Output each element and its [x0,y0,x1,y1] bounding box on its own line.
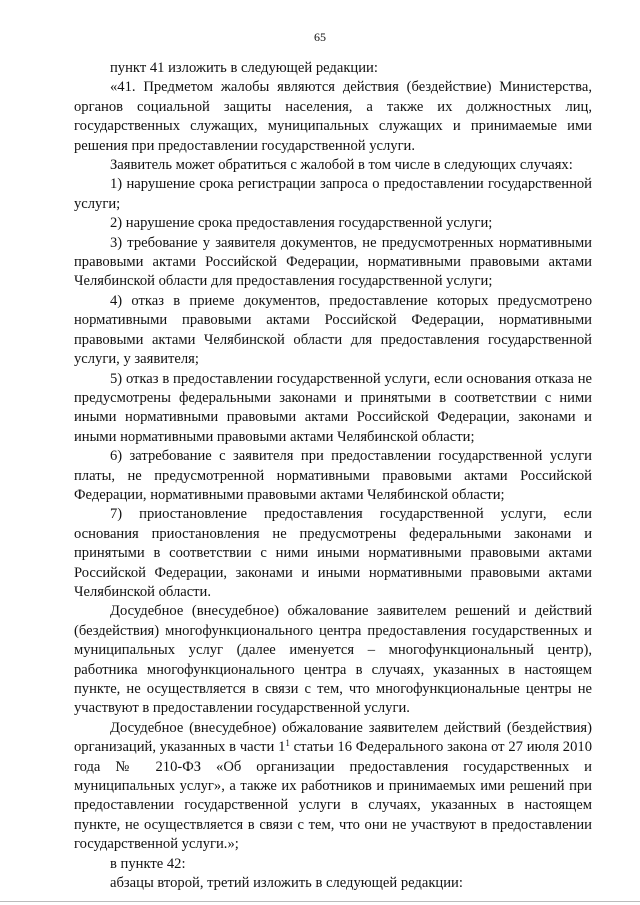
paragraph-41-subject: «41. Предметом жалобы являются действия (бездействие) Министерства, органов социальной защиты населения, а также их должностных лиц, государственных служащих, муниципальных служащих и принимаемые ими решения при предоставлении государственной услуги. [74,79,592,154]
part-superscript: 1 [285,738,290,749]
list-item-7: 7) приостановление предоставления государственной услуги, если основания приостановления не предусмотрены федеральными законами и принятыми в соответствии с ними иными нормативными правовыми актами Российской Федерации, законами и иными нормативными правовыми актами Челябинской области. [74,506,592,600]
paragraph-point-42: в пункте 42: [110,855,186,872]
paragraph-organizations-appeal [74,719,592,855]
list-item-1: 1) нарушение срока регистрации запроса о предоставлении государственной услуги; [74,176,592,212]
list-item-5: 5) отказ в предоставлении государственной услуги, если основания отказа не предусмотрены федеральными законами и принятыми в соответствии с ними иными нормативными правовыми актами Российской Федерации, законами и иными нормативными правовыми актами Челябинской области; [74,370,592,445]
paragraph-abzatsy: абзацы второй, третий изложить в следующей редакции: [110,875,463,892]
document-body [74,59,592,893]
paragraph-mfc-appeal: Досудебное (внесудебное) обжалование заявителем решений и действий (бездействия) многофункционального центра предоставления государственных и муниципальных услуг (далее именуется – многофункциональный центр), работника многофункционального центра в случаях, указанных в настоящем пункте, не осуществляется в связи с тем, что многофункциональные центры не участвуют в предоставлении государственной услуги. [74,603,592,717]
scan-edge-line [0,901,640,903]
list-item-3: 3) требование у заявителя документов, не предусмотренных нормативными правовыми актами Российской Федерации, нормативными правовыми актами Челябинской области для предоставления государственной услуги; [74,234,592,290]
list-item-4: 4) отказ в приеме документов, предоставление которых предусмотрено нормативными правовыми актами Российской Федерации, нормативными правовыми актами Челябинской области для предоставления государственной услуги, у заявителя; [74,292,592,368]
paragraph-intro: пункт 41 изложить в следующей редакции: [110,60,378,76]
page-number: 65 [314,30,326,44]
paragraph-cases-lead: Заявитель может обратиться с жалобой в том числе в следующих случаях: [110,157,573,174]
paragraph-organizations-text-end: статьи 16 Федерального закона от 27 июля 2010 года № 210-ФЗ «Об организации предоставления государственных и муниципальных услуг», а также их работников и принимаемых ими решений при предоставлении государственной услуги в случаях, указанных в настоящем пункте, не осуществляется в связи с тем, что они не участвуют в предоставлении государственной услуги.»; [74,739,592,853]
list-item-6: 6) затребование с заявителя при предоставлении государственной услуги платы, не предусмотренной нормативными правовыми актами Российской Федерации, нормативными правовыми актами Челябинской области; [74,448,592,503]
list-item-2: 2) нарушение срока предоставления государственной услуги; [110,215,493,232]
paragraph-organizations-text-start: Досудебное (внесудебное) обжалование заявителем действий (бездействия) организаций, указанных в части 1 [74,719,592,756]
